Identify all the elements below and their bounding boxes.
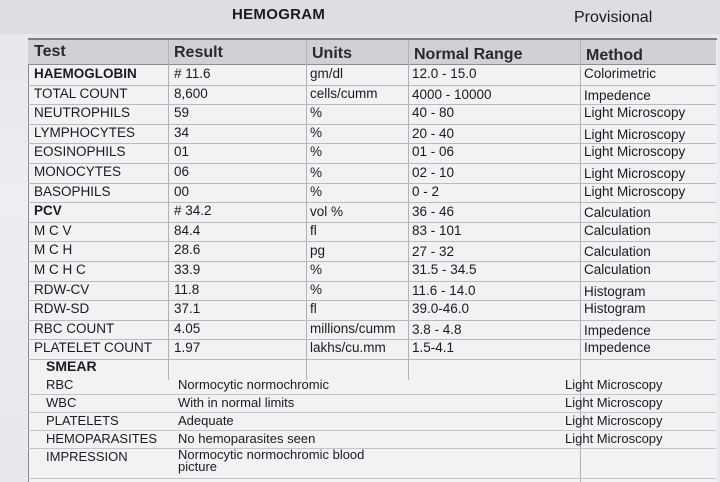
cell-range: 39.0-46.0 [412,301,470,317]
cell-test: EOSINOPHILS [34,144,126,160]
column-header-result: Result [174,44,223,61]
cell-units: % [310,144,323,160]
cell-test: NEUTROPHILS [34,105,131,121]
cell-units: lakhs/cu.mm [310,340,386,356]
cell-test: TOTAL COUNT [34,85,128,101]
cell-test: PCV [34,203,62,219]
cell-units: fl [310,301,317,317]
column-header-test: Test [34,43,66,60]
cell-test: M C V [34,222,72,238]
smear-cell-test: WBC [46,395,77,410]
cell-result: 37.1 [174,301,201,317]
cell-result: 8,600 [174,85,208,101]
smear-row [28,430,716,449]
table-row [28,183,716,204]
smear-cell-test: HEMOPARASITES [46,431,158,446]
cell-units: cells/cumm [310,86,378,102]
table-row [28,300,716,321]
table-row [28,104,716,125]
cell-method: Light Microscopy [584,144,686,160]
cell-units: % [310,164,323,180]
smear-row [28,394,716,413]
smear-row [28,448,716,479]
cell-units: millions/cumm [310,321,396,337]
cell-result: 06 [174,164,190,179]
cell-result: # 34.2 [174,203,212,219]
smear-cell-result: With in normal limits [178,395,295,410]
cell-test: HAEMOGLOBIN [34,66,137,81]
smear-cell-result: Normocytic normochromic [178,377,329,392]
column-header-method: Method [586,47,643,64]
table-row [28,65,716,86]
cell-result: 33.9 [174,262,201,277]
cell-result: 4.05 [174,320,201,336]
cell-method: Impedence [584,340,651,356]
cell-units: % [310,282,323,298]
cell-method: Impedence [584,322,651,338]
table-row [28,241,716,262]
table-row [28,261,716,282]
cell-test: RDW-CV [34,281,90,297]
cell-range: 40 - 80 [412,105,455,121]
cell-method: Light Microscopy [584,126,686,142]
column-header-units: Units [312,45,352,62]
cell-result: 01 [174,144,190,160]
cell-range: 4000 - 10000 [412,86,492,102]
table-row [28,339,716,360]
table-row [28,320,716,341]
cell-method: Histogram [584,283,646,299]
table-row [28,124,716,145]
cell-method: Light Microscopy [584,166,686,181]
cell-range: 27 - 32 [412,243,455,259]
smear-cell-method: Light Microscopy [565,395,663,410]
cell-result: 00 [174,183,190,199]
cell-range: 3.8 - 4.8 [412,321,462,337]
cell-method: Impedence [584,87,651,103]
cell-method: Calculation [584,262,651,277]
cell-range: 31.5 - 34.5 [412,262,477,277]
cell-test: LYMPHOCYTES [34,124,136,140]
cell-units: vol % [310,203,344,219]
cell-result: 11.8 [174,281,200,297]
cell-range: 0 - 2 [412,183,440,199]
cell-test: RBC COUNT [34,320,115,336]
table-header-row [28,40,716,65]
smear-cell-result: Normocytic normochromic blood picture [178,447,365,474]
cell-method: Calculation [584,244,651,260]
cell-method: Colorimetric [584,66,657,81]
table-row [28,202,716,223]
cell-range: 02 - 10 [412,165,455,181]
cell-method: Calculation [584,205,651,221]
smear-cell-method: Light Microscopy [565,377,663,392]
cell-result: 84.4 [174,222,201,238]
column-header-range: Normal Range [414,46,523,63]
table-row [28,143,716,164]
cell-range: 11.6 - 14.0 [412,282,476,298]
cell-units: % [310,105,323,121]
smear-cell-test: RBC [46,377,74,392]
cell-test: BASOPHILS [34,183,111,199]
smear-cell-result: Adequate [178,413,234,428]
table-row [28,85,716,106]
cell-result: 34 [174,124,190,140]
cell-range: 83 - 101 [412,222,462,238]
cell-units: gm/dl [310,66,344,81]
table-row [28,281,716,302]
smear-row [28,376,716,395]
smear-cell-test: IMPRESSION [46,449,128,464]
cell-result: 1.97 [174,340,201,356]
cell-test: M C H [34,242,73,258]
cell-method: Light Microscopy [584,105,686,121]
report-title: HEMOGRAM [232,6,326,23]
cell-units: % [310,262,323,277]
cell-method: Light Microscopy [584,183,686,199]
cell-units: fl [310,222,317,238]
smear-cell-method: Light Microscopy [565,431,663,446]
smear-cell-test: PLATELETS [46,413,119,428]
smear-cell-result: No hemoparasites seen [178,431,316,446]
cell-result: # 11.6 [174,66,211,81]
cell-range: 36 - 46 [412,204,455,220]
report-status: Provisional [574,9,653,26]
cell-range: 1.5-4.1 [412,340,455,356]
smear-row [28,412,716,431]
cell-range: 12.0 - 15.0 [412,66,477,81]
cell-test: MONOCYTES [34,164,122,179]
cell-method: Calculation [584,222,651,238]
cell-result: 59 [174,105,190,121]
cell-method: Histogram [584,301,646,317]
cell-units: % [310,183,323,199]
smear-heading: SMEAR [46,358,97,374]
table-row [28,163,716,184]
cell-result: 28.6 [174,242,201,258]
table-row [28,222,716,243]
cell-units: % [310,125,323,141]
cell-test: RDW-SD [34,301,90,317]
cell-units: pg [310,242,326,258]
cell-range: 20 - 40 [412,125,455,141]
smear-cell-method: Light Microscopy [565,413,663,428]
cell-test: PLATELET COUNT [34,340,153,356]
cell-range: 01 - 06 [412,144,455,160]
cell-test: M C H C [34,262,86,277]
